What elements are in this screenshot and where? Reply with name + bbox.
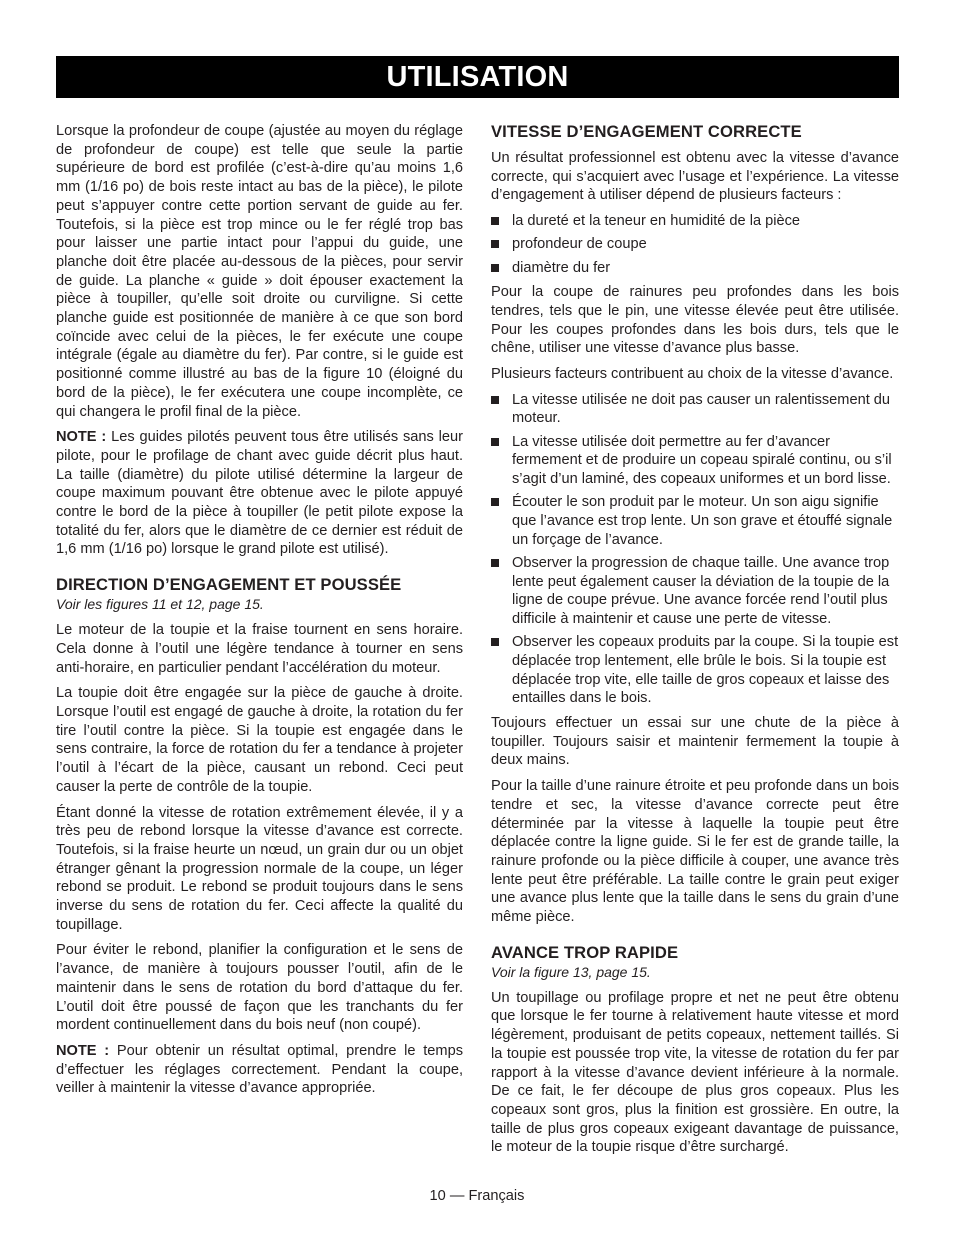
factor-list [491,212,899,277]
note-paragraph [56,1042,463,1098]
left-column [56,122,463,1105]
paragraph: Le moteur de la toupie et la fraise tournent en sens horaire. Cela donne à l’outil une légère tendance à tourner en sens anti-horaire, en particulier pendant l’accélération du moteur. [56,622,463,676]
square-bullet-icon [491,638,499,646]
right-column [491,122,899,1164]
paragraph: Lorsque la profondeur de coupe (ajustée au moyen du réglage de profondeur de coupe) est telle que seule la partie supérieure de bord est profilée (c’est-à-dire qu’au moins 1,6 mm (1/16 po) de bois reste intact au bas de la pièce), le pilote peut s’appuyer contre cette portion servant de guide au fer. Toutefois, si la pièce est trop mince ou le fer réglé trop bas pour laisser une partie intact pour l’appui du guide, une planche doit être placée au-dessous de la pièces, pour servir de guide. La planche « guide » doit épouser exactement la pièce à toupiller, qu’elle soit droite ou curviligne. Si cette planche guide est positionnée de manière à ce que son bord coïncide avec celui de la pièces, le fer exécute une coupe intégrale (égale au diamètre du fer). Par contre, si le guide est positionné comme illustré au bas de la figure 10 (éloigné du bord de la pièce), le fer exécutera une coupe incomplète, ce qui changera le profil final de la pièce. [56,123,463,420]
square-bullet-icon [491,438,499,446]
section-heading-avance: AVANCE TROP RAPIDE [491,942,679,962]
paragraph: Pour la taille d’une rainure étroite et peu profonde dans un bois tendre et sec, la vitesse d’avance correcte peut être déterminée par la vitesse à laquelle la toupie peut être déplacée contre la ligne guide. Si le fer est de grande taille, la rainure profonde ou la pièce difficile à couper, une avance très lente peut être préférable. La taille contre le grain peut exiger une avance plus lente que la taille dans le sens du grain d’une même pièce. [491,778,899,926]
list-item: Écouter le son produit par le moteur. Un son aigu signifie que l’avance est trop lente. Un son grave et étouffé signale un forçage de l’avance. [491,493,899,549]
list-item: diamètre du fer [491,259,899,278]
note-label: NOTE : [56,429,107,446]
list-item: Observer la progression de chaque taille. Une avance trop lente peut également causer la déviation de la toupie de la ligne de coupe prévue. Une avance forcée rend l’outil plus difficile à maintenir et cause une perte de vitesse. [491,554,899,629]
note-text: Les guides pilotés peuvent tous être utilisés sans leur pilote, pour le profilage de chant avec guide décrit plus haut. La taille (diamètre) du pilote utilisé détermine la largeur de coupe maximum pouvant être obtenue avec le pilote appuyé contre le bord de la pièce à toupiller (le petit pilote expose la totalité du fer, alors que le diamètre de ce dernier est réduit de 1,6 mm (1/16 po) lorsque le grand pilote est utilisé). [56,429,463,558]
figure-reference: Voir les figures 11 et 12, page 15. [56,596,264,613]
section-heading-vitesse: VITESSE D’ENGAGEMENT CORRECTE [491,122,802,141]
paragraph: Étant donné la vitesse de rotation extrêmement élevée, il y a très peu de rebond lorsque la vitesse d’avance est correcte. Toutefois, si la fraise heurte un nœud, un grain dur ou un objet étranger gênant la progression normale de la coupe, un léger rebond se produit. Le rebond se produit toujours dans le sens inverse du sens de rotation du fer. Ceci affecte la qualité du toupillage. [56,804,463,933]
square-bullet-icon [491,559,499,567]
paragraph: Un résultat professionnel est obtenu avec la vitesse d’avance correcte, qui s’acquiert avec l’usage et l’expérience. La vitesse d’engagement à utiliser dépend de plusieurs facteurs : [491,150,899,204]
paragraph: Pour la coupe de rainures peu profondes dans les bois tendres, tels que le pin, une vitesse élevée peut être utilisée. Pour les coupes profondes dans les bois durs, tels que le chêne, utiliser une vitesse d’avance plus basse. [491,284,899,357]
list-item: profondeur de coupe [491,235,899,254]
section-title-banner: UTILISATION [56,56,899,98]
note-label: NOTE : [56,1042,110,1059]
figure-reference: Voir la figure 13, page 15. [491,963,651,980]
note-paragraph [56,428,463,559]
list-item: la dureté et la teneur en humidité de la pièce [491,212,899,231]
section-heading-direction: DIRECTION D’ENGAGEMENT ET POUSSÉE [56,575,402,595]
paragraph: Toujours effectuer un essai sur une chute de la pièce à toupiller. Toujours saisir et maintenir fermement la toupie à deux mains. [491,714,899,769]
list-item: La vitesse utilisée ne doit pas causer un ralentissement du moteur. [491,391,899,428]
list-item: Observer les copeaux produits par la coupe. Si la toupie est déplacée trop lentement, elle brûle le bois. Si la toupie est déplacée trop vite, elle taille de gros copeaux et laisse des entailles dans le bois. [491,633,899,708]
square-bullet-icon [491,217,499,225]
paragraph: Plusieurs facteurs contribuent au choix de la vitesse d’avance. [491,366,894,383]
square-bullet-icon [491,240,499,248]
square-bullet-icon [491,264,499,272]
rule-list [491,391,899,708]
page-footer: 10 — Français [429,1188,525,1204]
square-bullet-icon [491,498,499,506]
square-bullet-icon [491,396,499,404]
list-item: La vitesse utilisée doit permettre au fer d’avancer fermement et de produire un copeau spiralé continu, ou s’il s’agit d’un laminé, des copeaux uniformes et un bord lisse. [491,433,899,489]
paragraph: Pour éviter le rebond, planifier la configuration et le sens de l’avance, de manière à toujours pousser l’outil, afin de le maintenir dans le sens de rotation du bord d’attaque du fer. L’outil doit être poussé de façon que les tranchants du fer mordent continuellement dans du bois neuf (non coupé). [56,942,463,1034]
note-text: Pour obtenir un résultat optimal, prendre le temps d’effectuer les réglages correctement. Pendant la coupe, veiller à maintenir la vitesse d’avance appropriée. [56,1042,463,1097]
paragraph: Un toupillage ou profilage propre et net ne peut être obtenu que lorsque le fer tourne à relativement haute vitesse et mord légèrement, produisant de petits copeaux, nettement taillés. Si la toupie est poussée trop vite, la vitesse de rotation du fer par rapport à la vitesse d’avance devient inférieure à la normale. De ce fait, le fer découpe de plus gros copeaux. Plus les copeaux sont gros, plus la finition est grossière. En outre, la taille de plus gros copeaux exigeant davantage de puissance, le moteur de la toupie risque d’être surchargé. [491,989,899,1156]
paragraph: La toupie doit être engagée sur la pièce de gauche à droite. Lorsque l’outil est engagé de gauche à droite, la rotation du fer tire l’outil contre la pièce. Si la toupie est engagée dans le sens contraire, la force de rotation du fer a tendance à projeter l’outil à l’écart de la pièce, causant un rebond. Ceci peut causer la perte de contrôle de la toupie. [56,685,463,795]
